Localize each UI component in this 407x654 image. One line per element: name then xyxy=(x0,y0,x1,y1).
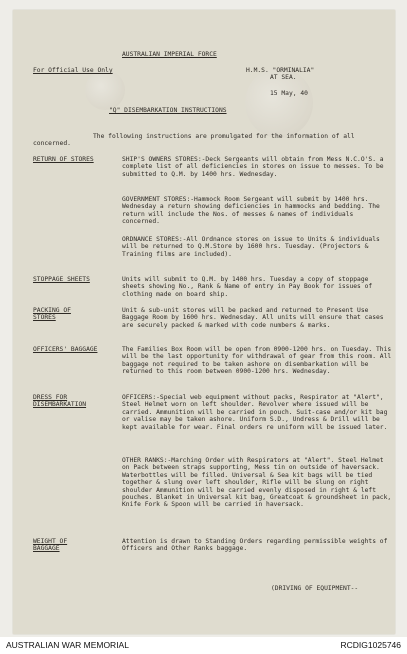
record-id: RCDIG1025746 xyxy=(340,640,401,650)
section-heading: RETURN OF STORES xyxy=(33,156,94,163)
archive-name: AUSTRALIAN WAR MEMORIAL xyxy=(6,640,129,650)
section-heading: WEIGHT OF BAGGAGE xyxy=(33,538,68,553)
section-heading: PACKING OF STORES xyxy=(33,307,71,322)
document-page xyxy=(13,10,395,634)
section-paragraph: Unit & sub-unit stores will be packed and returned to Present Use Baggage Room by 1600 hrs. Wednesday. All units will ensure that cases are securely packed & marked with code numbers & marks. xyxy=(122,307,384,329)
section-heading: OFFICERS' BAGGAGE xyxy=(33,346,98,353)
intro-paragraph: The following instructions are promulgated for the information of all concerned. xyxy=(33,133,355,148)
section-heading: STOPPAGE SHEETS xyxy=(33,276,90,283)
archive-footer xyxy=(0,637,407,654)
restriction-label: For Official Use Only xyxy=(33,67,113,74)
section-paragraph: OFFICERS:-Special web equipment without packs, Respirator at "Alert", Steel Helmet worn on left shoulder. Revolver where issued will be carried. Ammunition will be carried in pouch. Suit-case and/or kit bag or valise may be taken ashore. Uniform S.D., Undress & Drill will be kept available for wear. Final orders re uniform will be issued later. xyxy=(122,394,388,431)
date: 15 May, 40 xyxy=(270,90,308,97)
section-heading: DRESS FOR DISEMBARKATION xyxy=(33,394,87,409)
section-paragraph: Units will submit to Q.M. by 1400 hrs. Tuesday a copy of stoppage sheets showing No., Rank & Name of entry in Pay Book for issues of clothing made on board ship. xyxy=(122,276,373,298)
ship-name: H.M.S. "ORMINALIA" xyxy=(246,67,315,74)
document-title: "Q" DISEMBARKATION INSTRUCTIONS xyxy=(109,107,227,114)
org-title: AUSTRALIAN IMPERIAL FORCE xyxy=(122,51,217,58)
continuation-note: (DRIVING OF EQUIPMENT-- xyxy=(271,585,359,592)
location: AT SEA. xyxy=(270,74,297,81)
section-paragraph: SHIP'S OWNERS STORES:-Deck Sergeants will obtain from Mess N.C.O'S. a complete list of all deficiencies in stores on issue to messes. To be submitted to Q.M. by 1400 hrs. Wednesday. xyxy=(122,156,384,178)
section-paragraph: GOVERNMENT STORES:-Hammock Room Sergeant will submit by 1400 hrs. Wednesday a return showing deficiencies in hammocks and bedding. The return will include the Nos. of messes & names of individuals concerned. xyxy=(122,196,380,226)
section-paragraph: Attention is drawn to Standing Orders regarding permissible weights of Officers and Other Ranks baggage. xyxy=(122,538,388,553)
section-paragraph: ORDNANCE STORES:-All Ordnance stores on issue to Units & individuals will be returned to Q.M.Store by 1600 hrs. Tuesday. (Projectors & Training films are included). xyxy=(122,236,380,258)
section-paragraph: OTHER RANKS:-Marching Order with Respirators at "Alert". Steel Helmet on Pack between straps supporting, Mess tin on outside of haversack. Waterbottles will be filled. Universal & Sea kit bags will be tied together & slung over left shoulder, Rifle will be slung on right shoulder Ammunition will be carried evenly disposed in right & left pouches. Blanket in Universal kit bag, Greatcoat & groundsheet in pack, Knife Fork & Spoon will be carried in haversack. xyxy=(122,457,392,509)
section-paragraph: The Families Box Room will be open from 0900-1200 hrs. on Tuesday. This will be the last opportunity for withdrawal of gear from this room. All baggage not required to be taken ashore on disembarkation will be returned to this room between 0900-1200 hrs. Wednesday. xyxy=(122,346,392,376)
punch-hole xyxy=(85,70,125,110)
